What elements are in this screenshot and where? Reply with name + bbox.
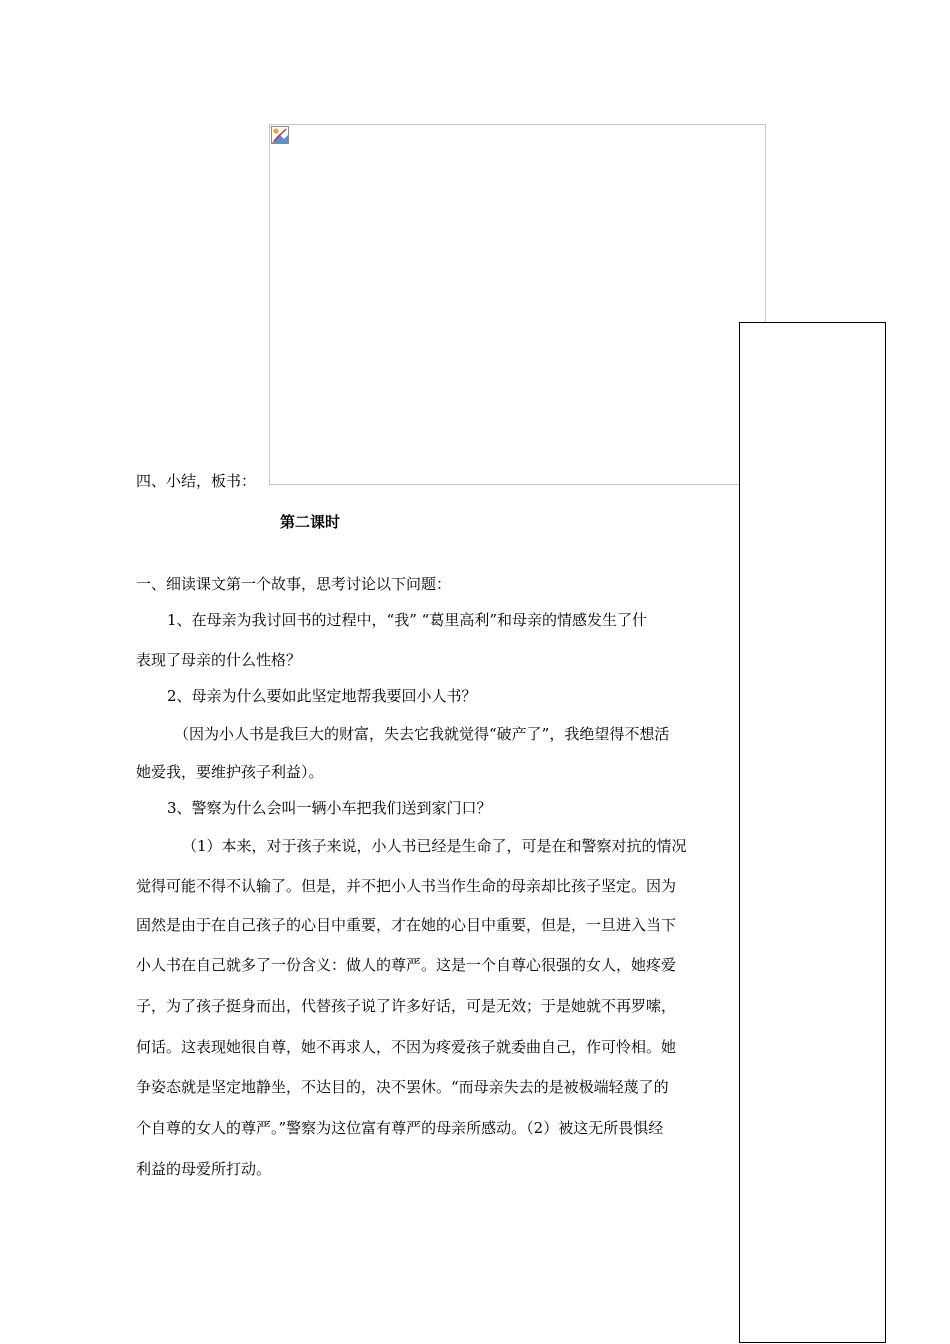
question-1-line-1: 1、在母亲为我讨回书的过程中，“我” “葛里高利”和母亲的情感发生了什 (167, 611, 647, 629)
answer-3-line: （1）本来，对于孩子来说，小人书已经是生命了，可是在和警察对抗的情况 (182, 837, 687, 855)
question-1-line-2: 表现了母亲的什么性格？ (136, 651, 302, 669)
answer-3-line: 子，为了孩子挺身而出，代替孩子说了许多好话，可是无效；于是她就不再罗嗦， (136, 997, 677, 1015)
answer-3-line: 觉得可能不得不认输了。但是，并不把小人书当作生命的母亲却比孩子坚定。因为 (136, 877, 677, 895)
answer-3-line: 争姿态就是坚定地静坐，不达目的，决不罢休。“而母亲失去的是被极端轻蔑了的 (136, 1078, 669, 1096)
question-2: 2、母亲为什么要如此坚定地帮我要回小人书？ (167, 687, 477, 705)
answer-3-line: 利益的母爱所打动。 (136, 1160, 272, 1178)
broken-image-icon (271, 126, 289, 144)
missing-image-frame (269, 124, 766, 485)
question-3: 3、警察为什么会叫一辆小车把我们送到家门口？ (167, 799, 492, 817)
answer-2-line-1: （因为小人书是我巨大的财富，失去它我就觉得“破产了”，我绝望得不想活 (174, 725, 670, 743)
answer-3-line: 个自尊的女人的尊严。”警察为这位富有尊严的母亲所感动。（2）被这无所畏惧经 (136, 1119, 664, 1137)
answer-2-line-2: 她爱我，要维护孩子利益）。 (136, 763, 324, 781)
summary-label: 四、小结，板书： (136, 472, 257, 490)
question-intro: 一、细读课文第一个故事，思考讨论以下问题： (136, 575, 452, 593)
section-title: 第二课时 (280, 513, 341, 531)
answer-3-line: 小人书在自己就多了一份含义：做人的尊严。这是一个自尊心很强的女人，她疼爱 (136, 956, 677, 974)
answer-3-line: 何话。这表现她很自尊，她不再求人，不因为疼爱孩子就委曲自己，作可怜相。她 (136, 1038, 677, 1056)
answer-3-line: 固然是由于在自己孩子的心目中重要，才在她的心目中重要，但是，一旦进入当下 (136, 916, 677, 934)
margin-box (739, 322, 886, 1343)
